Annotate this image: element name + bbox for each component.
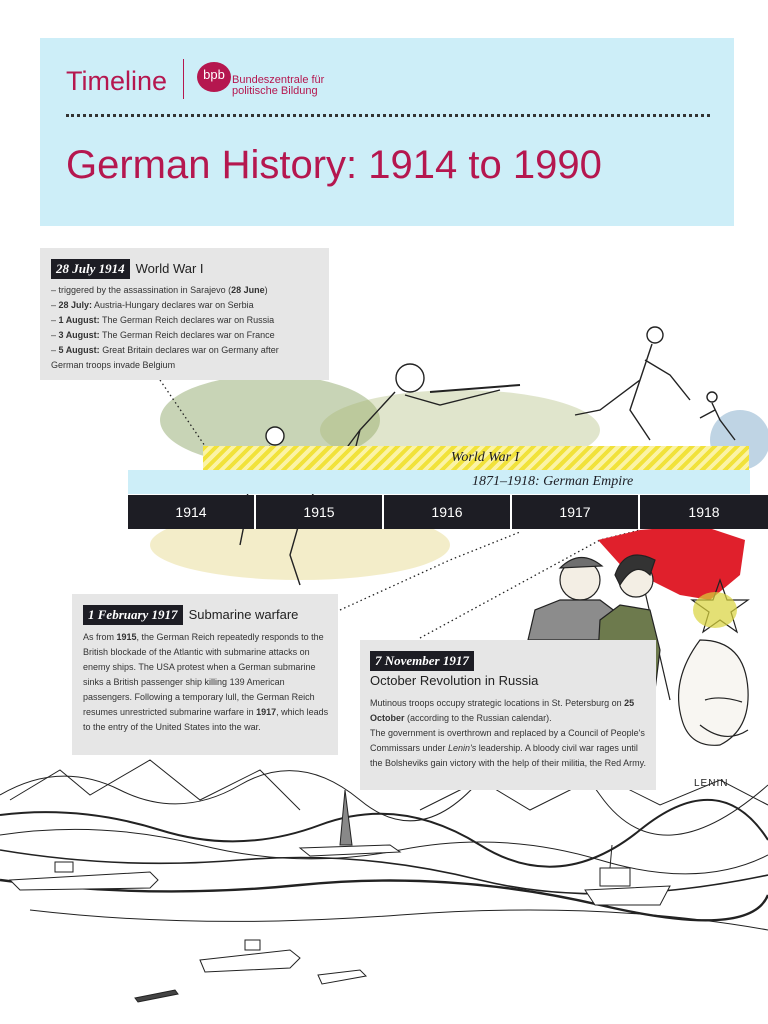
organization-name [232,75,324,97]
event-title: World War I [135,261,204,276]
page-title: German History: 1914 to 1990 [66,143,602,187]
ship-illustrations [10,790,670,1002]
lenin-caption: LENIN [694,778,729,789]
bpb-logo-icon: bpb [197,62,231,92]
lenin-portrait [679,640,749,745]
torpedo-icon [135,990,178,1002]
event-bullet-item: – 1 August: The German Reich declares war on Russia [51,315,275,325]
event-date-tag: 7 November 1917 [370,651,474,671]
event-bullet-item: – 28 July: Austria-Hungary declares war on Serbia [51,300,254,310]
header-divider [183,59,184,99]
organization-name-line2: politische Bildung [232,85,318,97]
german-empire-period-bar [128,470,750,494]
event-description: Mutinous troops occupy strategic locations in St. Petersburg on 25 October (according to the Russian calendar). The government is overthrown and replaced by a Council of People's Commissars under Lenin's leadership. A bloody civil war rages until the Bolsheviks gain victory with the help of their militia, the Red Army. [370,698,646,768]
year-axis [128,495,768,529]
event-heading [51,259,204,279]
event-bullet-item: German troops invade Belgium [51,360,176,370]
submarine-lower-icon [200,950,300,972]
sinking-ship-icon [300,845,400,856]
event-box-october-revolution [360,640,656,790]
world-war-1-period-bar [203,446,749,470]
year-cell: 1916 [384,495,512,529]
event-description: As from 1915, the German Reich repeatedly responds to the British blockade of the Atlantic with submarine attacks on enemy ships. The USA protest when a German submarine sinks a British passenger ship killing 139 American passengers. Following a temporary lull, the German Reich resumes unrestricted submarine warfare in 1917, which leads to the entry of the United States into the war. [83,632,329,732]
header-banner [40,38,734,226]
world-war-1-period-label: World War I [451,450,520,465]
event-bullet-item: – 3 August: The German Reich declares war on France [51,330,275,340]
event-heading [83,605,298,625]
steamship-icon [585,886,670,905]
event-bullet-list [51,283,326,373]
german-empire-period-label: 1871–1918: German Empire [472,474,634,489]
event-bullet-item: – triggered by the assassination in Sarajevo (28 June) [51,285,268,295]
year-cell: 1915 [256,495,384,529]
submarine-icon [10,872,158,890]
year-cell: 1918 [688,504,720,520]
event-title: Submarine warfare [188,607,299,622]
dotted-divider [66,114,710,117]
event-date [370,651,474,671]
event-date-tag: 28 July 1914 [51,259,130,279]
year-cell: 1914 [128,495,256,529]
event-date-tag: 1 February 1917 [83,605,183,625]
timeline-label: Timeline [66,66,168,96]
event-title: October Revolution in Russia [370,673,539,688]
year-cell: 1917 [512,495,640,529]
submarine-small-icon [318,970,366,984]
event-bullet-item: – 5 August: Great Britain declares war on Germany after [51,345,279,355]
organization-name-line1: Bundeszentrale für [232,74,325,86]
event-box-submarine-warfare [72,594,338,755]
event-box-world-war-1 [40,248,329,380]
